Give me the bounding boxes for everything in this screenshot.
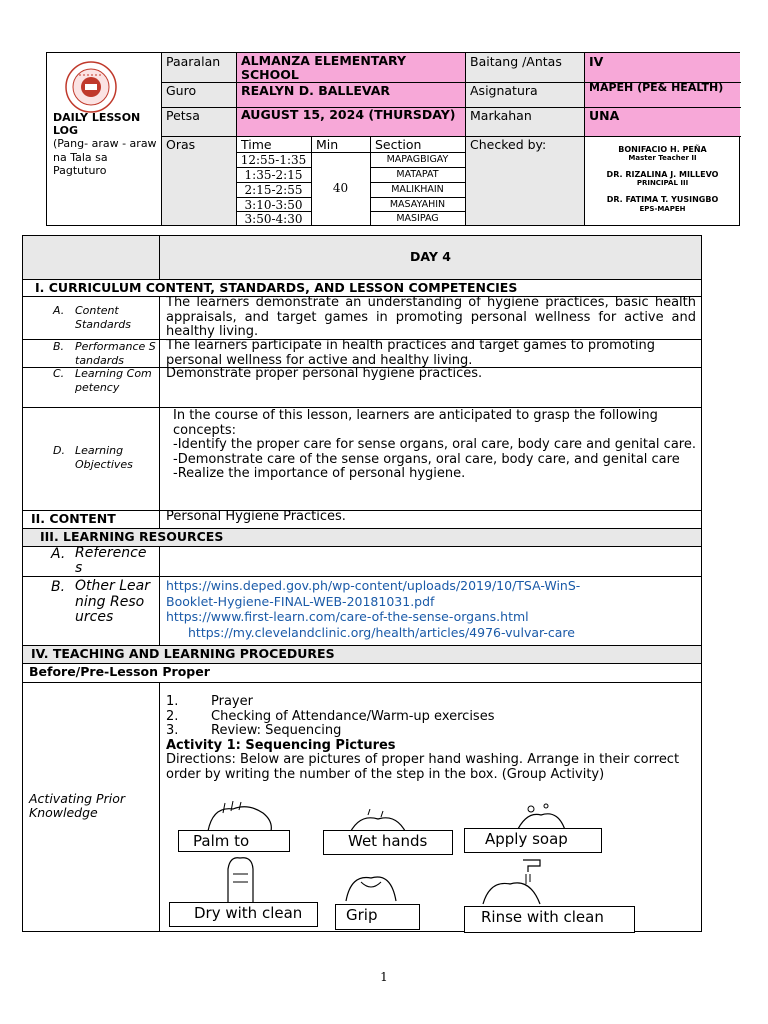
sequence-card: Palm to [178,830,290,852]
time-label: Time [241,137,272,152]
sequence-card: Grip [335,904,420,930]
hands-dry-illustration [218,854,263,904]
header-pink-values-2 [584,53,740,136]
objective-line: -Realize the importance of personal hygiene. [173,466,466,481]
row-letter: B. [51,579,66,595]
section-name: MASIPAG [396,213,439,224]
quarter-label: Markahan [470,108,532,123]
content-standards-text: The learners demonstrate an understanding of hygiene practices, basic health appraisals, and target games in promoting personal wellness for active and healthy living. [166,295,696,339]
subject-value: MAPEH (PE& HEALTH) [589,81,724,94]
row-letter: D. [53,444,65,457]
steps-list [166,695,696,782]
row-letter: A. [53,304,65,317]
references-label: References [75,545,147,576]
objective-line: In the course of this lesson, learners are anticipated to grasp the following concepts: [173,408,658,438]
oras-label: Oras [166,137,196,152]
time-slot: 1:35-2:15 [244,168,303,182]
resource-link[interactable]: https://www.first-learn.com/care-of-the-sense-organs.html [166,609,529,624]
sequence-card: Dry with clean [169,902,318,927]
resource-link[interactable]: https://my.clevelandclinic.org/health/articles/4976-vulvar-care [188,624,575,640]
content-heading: II. CONTENT [31,511,116,526]
procedures-heading: IV. TEACHING AND LEARNING PROCEDURES [31,646,335,661]
minutes-value: 40 [332,181,349,195]
signatory-block [584,145,741,213]
before-heading: Before/Pre-Lesson Proper [29,664,210,679]
objectives-list [173,409,698,482]
hands-rinse-illustration [478,858,548,906]
school-label: Paaralan [166,54,221,69]
signatory-name: DR. FATIMA T. YUSINGBO [606,195,719,205]
sequence-card: Rinse with clean [464,906,635,933]
content-text: Personal Hygiene Practices. [166,509,346,524]
doc-subtitle: (Pang- araw - araw na Tala sa Pagtuturo [53,137,157,177]
step-number: 3. [166,723,179,738]
step-text: Review: Sequencing [211,723,342,738]
sequence-card: Apply soap [464,828,602,853]
signatory-title: PRINCIPAL III [636,179,689,188]
step-text: Checking of Attendance/Warm-up exercises [211,708,495,724]
step-number: 2. [166,708,179,724]
time-slot: 3:10-3:50 [244,198,303,212]
objective-line: -Identify the proper care for sense organs, oral care, body care and genital care. [173,437,696,452]
signatory-name: BONIFACIO H. PEÑA [618,145,707,154]
header-table [46,52,740,226]
performance-standards-label: Performance Standards [75,340,156,367]
resources-heading: III. LEARNING RESOURCES [40,529,224,544]
lesson-table [22,235,702,932]
time-slot: 12:55-1:35 [240,153,307,167]
resource-links [166,578,586,640]
step-number: 1. [166,694,179,709]
section-name: MAPAGBIGAY [386,154,449,165]
competency-label: Learning Competency [75,367,152,394]
date-value: AUGUST 15, 2024 (THURSDAY) [241,107,456,122]
grade-label: Baitang /Antas [470,54,562,69]
row-letter: B. [53,340,65,353]
section-name: MALIKHAIN [391,184,444,195]
curriculum-heading: I. CURRICULUM CONTENT, STANDARDS, AND LESSON COMPETENCIES [35,280,518,295]
min-label: Min [316,137,339,152]
deped-seal-logo [65,61,117,113]
activity-directions: Directions: Below are pictures of proper hand washing. Arrange in their correct order by writing the number of the step in the box. (Group Activity) [166,752,680,782]
other-resources-label: Other Learning Resources [75,578,150,625]
time-slot: 3:50-4:30 [244,212,303,226]
checked-by-label: Checked by: [470,137,547,152]
grade-value: IV [589,54,604,69]
quarter-value: UNA [589,108,620,123]
section-name: MASAYAHIN [389,199,446,210]
content-standards-label: Content Standards [75,304,131,331]
competency-text: Demonstrate proper personal hygiene practices. [166,366,483,381]
teacher-label: Guro [166,83,197,98]
activating-label: Activating Prior Knowledge [29,791,125,820]
day-label: DAY 4 [410,249,451,264]
signatory-title: EPS-MAPEH [639,204,686,213]
performance-standards-text: The learners participate in health practices and target games to promoting personal wellness for active and healthy living. [166,338,656,368]
date-label: Petsa [166,108,200,123]
hands-grip-illustration [341,866,401,904]
sequence-card: Wet hands [323,830,453,855]
step-text: Prayer [211,694,253,709]
section-label: Section [375,137,422,152]
signatory-title: Master Teacher II [628,154,697,163]
school-value: ALMANZA ELEMENTARY SCHOOL [241,53,407,82]
doc-title: DAILY LESSON LOG [53,111,141,137]
objectives-label: Learning Objectives [75,444,133,471]
row-letter: C. [53,367,65,380]
page-number: 1 [380,970,388,984]
subject-label: Asignatura [470,83,538,98]
row-letter: A. [51,546,66,562]
signatory-name: DR. RIZALINA J. MILLEVO [606,170,719,180]
objective-line: -Demonstrate care of the sense organs, oral care, body care, and genital care [173,451,680,467]
section-name: MATAPAT [396,169,439,180]
time-slot: 2:15-2:55 [244,183,303,197]
activity-title: Activity 1: Sequencing Pictures [166,737,396,753]
resource-link[interactable]: https://wins.deped.gov.ph/wp-content/uploads/2019/10/TSA-WinS-Booklet-Hygiene-FINAL-WEB-20181031.pdf [166,578,581,609]
teacher-value: REALYN D. BALLEVAR [241,83,390,98]
